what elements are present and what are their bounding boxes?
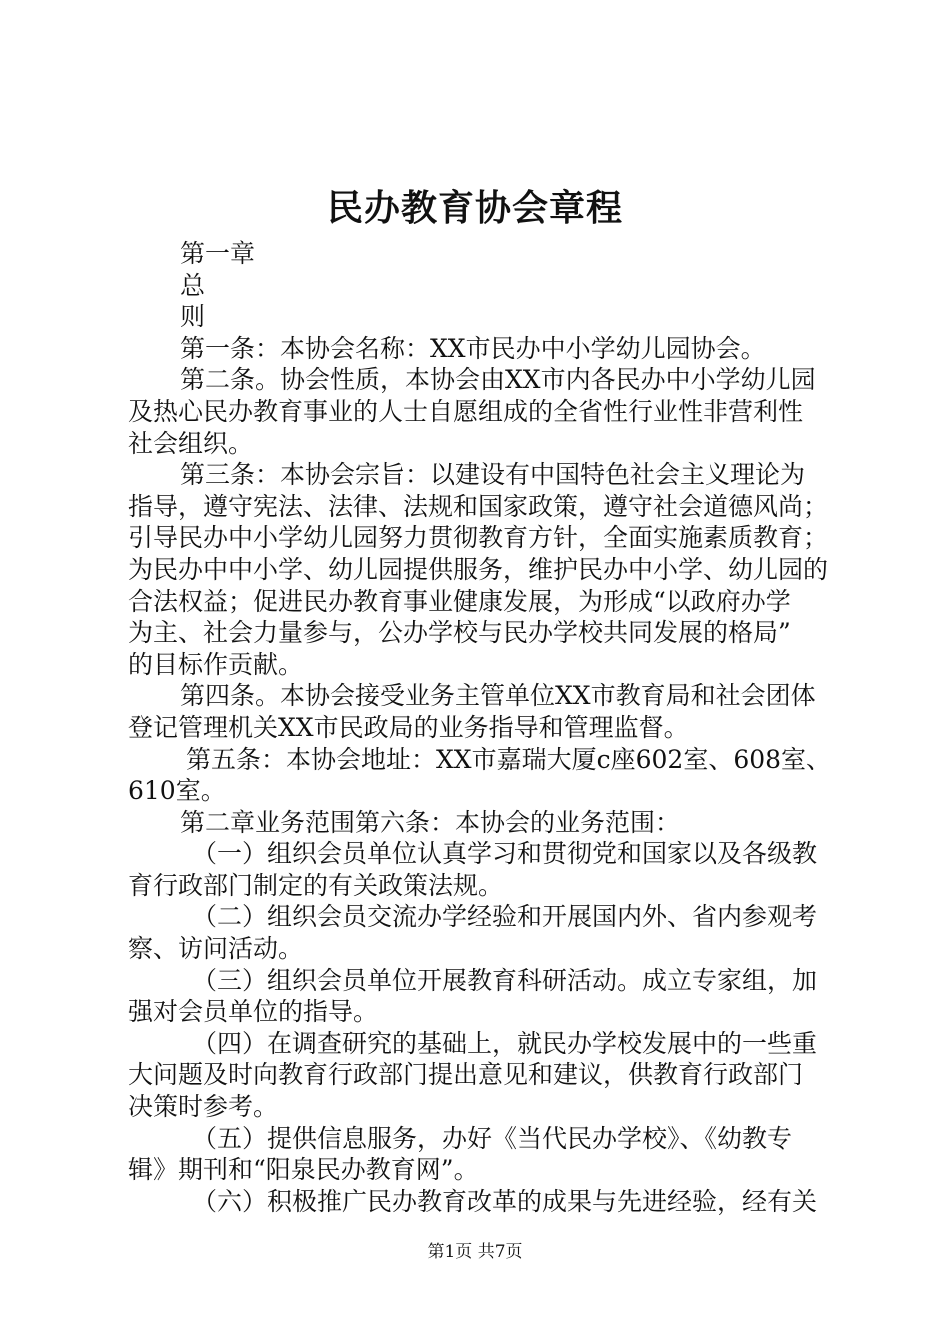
- paragraph-line: 第三条：本协会宗旨：以建设有中国特色社会主义理论为: [180, 460, 806, 490]
- page-number: 第1页 共7页: [427, 1242, 523, 1262]
- paragraph-line: 合法权益；促进民办教育事业健康发展，为形成“以政府办学: [128, 586, 791, 616]
- list-item-line: 决策时参考。: [128, 1092, 279, 1122]
- list-item-line: 育行政部门制定的有关政策法规。: [128, 870, 504, 900]
- list-item-line: （四）在调查研究的基础上，就民办学校发展中的一些重: [192, 1028, 818, 1058]
- list-item-line: 察、访问活动。: [128, 934, 304, 964]
- paragraph-line: 的目标作贡献。: [128, 649, 304, 679]
- list-item-line: 辑》期刊和“阳泉民办教育网”。: [128, 1155, 479, 1185]
- paragraph-line: 社会组织。: [128, 428, 254, 458]
- paragraph-line: 登记管理机关XX市民政局的业务指导和管理监督。: [128, 712, 689, 742]
- document-title: 民办教育协会章程: [326, 187, 623, 229]
- paragraph-line: 第二章业务范围第六条：本协会的业务范围：: [180, 807, 681, 837]
- paragraph-line: 第五条：本协会地址：XX市嘉瑞大厦c座602室、608室、: [186, 744, 832, 774]
- list-item-line: （一）组织会员单位认真学习和贯彻党和国家以及各级教: [192, 839, 818, 869]
- paragraph-line: 第一条：本协会名称：XX市民办中小学幼儿园协会。: [180, 333, 766, 363]
- paragraph-line: 引导民办中小学幼儿园努力贯彻教育方针，全面实施素质教育；: [128, 523, 829, 553]
- paragraph-line: 第四条。本协会接受业务主管单位XX市教育局和社会团体: [180, 681, 816, 711]
- paragraph-line: 为主、社会力量参与，公办学校与民办学校共同发展的格局”: [128, 618, 791, 648]
- paragraph-line: 610室。: [128, 776, 226, 806]
- list-item-line: （五）提供信息服务，办好《当代民办学校》、《幼教专: [192, 1123, 793, 1153]
- paragraph-line: 第二条。协会性质，本协会由XX市内各民办中小学幼儿园: [180, 365, 816, 395]
- chapter-heading: 第一章: [180, 239, 256, 268]
- paragraph-line: 指导，遵守宪法、法律、法规和国家政策，遵守社会道德风尚；: [128, 491, 829, 521]
- document-body: [128, 238, 838, 1217]
- chapter-heading: 总: [180, 270, 206, 300]
- list-item-line: 大问题及时向教育行政部门提出意见和建议，供教育行政部门: [128, 1060, 804, 1090]
- list-item-line: （二）组织会员交流办学经验和开展国内外、省内参观考: [192, 902, 818, 932]
- paragraph-line: 及热心民办教育事业的人士自愿组成的全省性行业性非营利性: [128, 396, 804, 426]
- chapter-heading: 则: [180, 302, 206, 332]
- list-item-line: （三）组织会员单位开展教育科研活动。成立专家组，加: [192, 965, 818, 995]
- list-item-line: （六）积极推广民办教育改革的成果与先进经验，经有关: [192, 1186, 818, 1216]
- paragraph-line: 为民办中中小学、幼儿园提供服务，维护民办中小学、幼儿园的: [128, 554, 829, 584]
- list-item-line: 强对会员单位的指导。: [128, 997, 379, 1027]
